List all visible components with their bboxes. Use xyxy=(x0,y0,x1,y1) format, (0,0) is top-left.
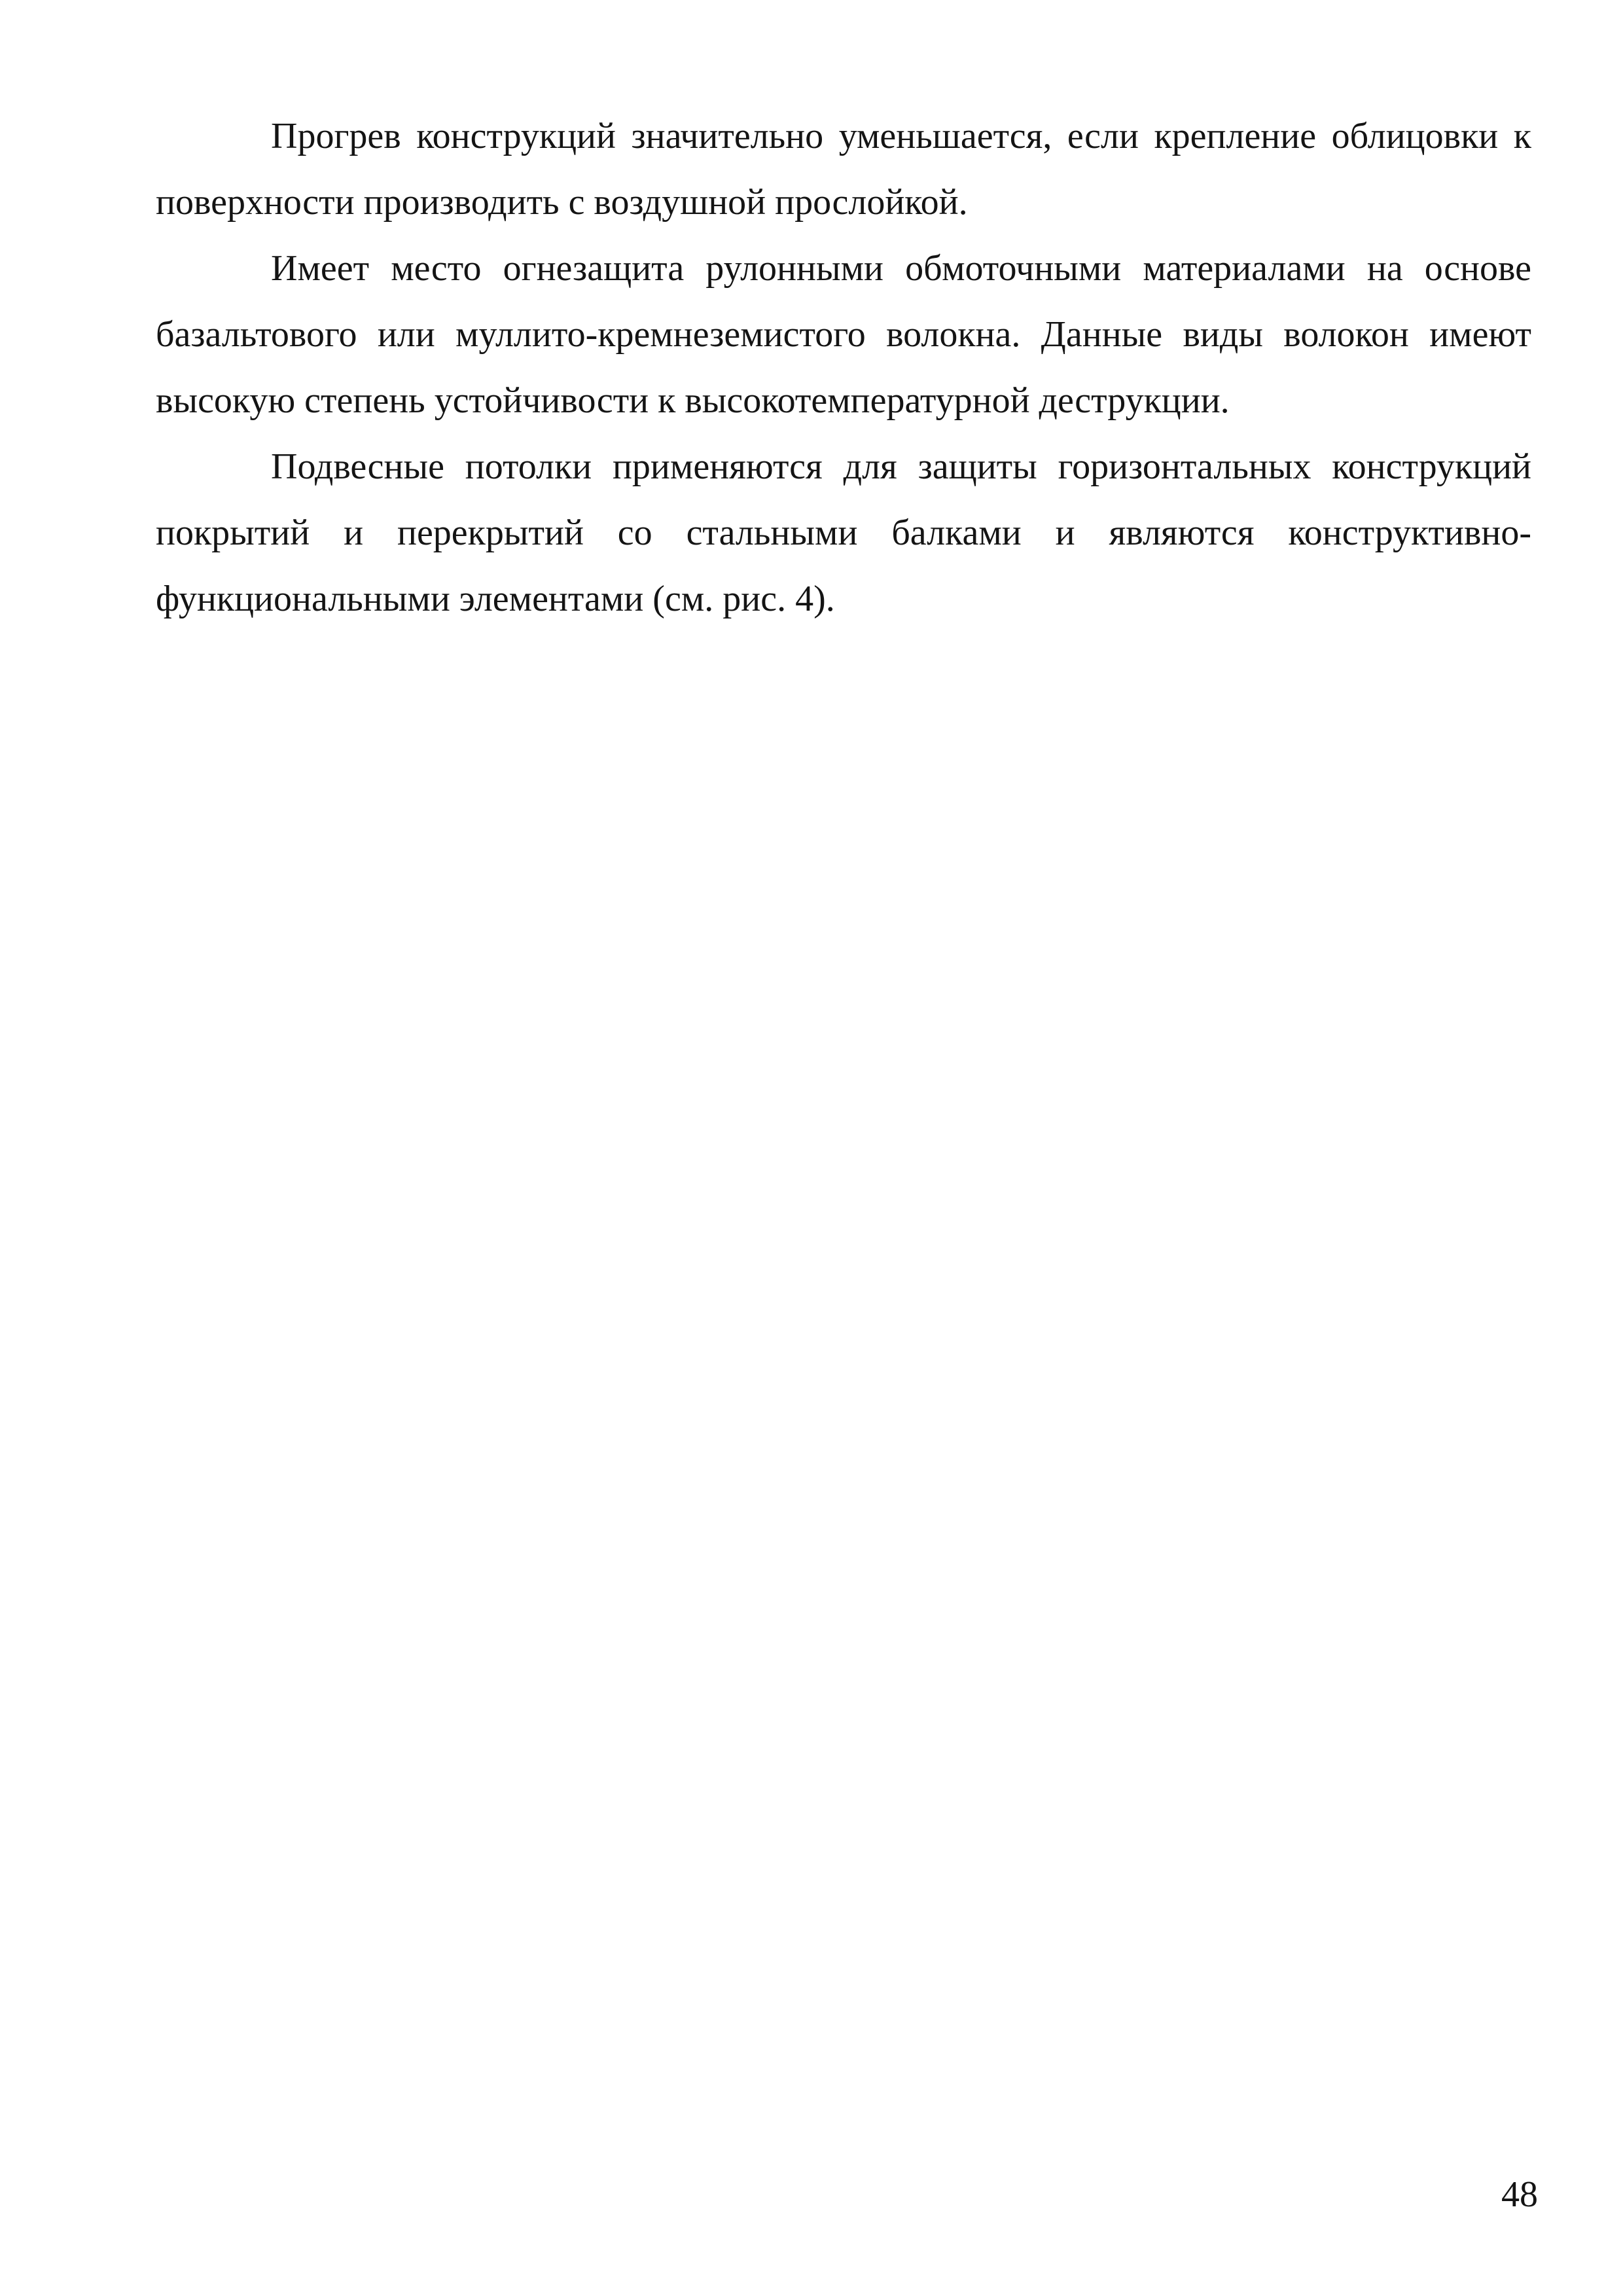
paragraph-suspended-ceilings: Подвесные потолки применяются для защиты горизонтальных конструкций покрытий и перекрытий со стальными балками и являются конструктивно-функциональными элементами (см. рис. 4). xyxy=(156,446,1531,619)
paragraph-fire-protection-wrap: Имеет место огнезащита рулонными обмоточными материалами на основе базальтового или муллито-кремнеземистого волокна. Данные виды волокон имеют высокую степень устойчивости к высокотемпературной деструкции. xyxy=(156,248,1531,421)
paragraph-heating: Прогрев конструкций значительно уменьшается, если крепление облицовки к поверхности производить с воздушной прослойкой. xyxy=(156,116,1531,223)
page-number: 48 xyxy=(1501,2174,1538,2215)
body-text xyxy=(156,103,1531,632)
